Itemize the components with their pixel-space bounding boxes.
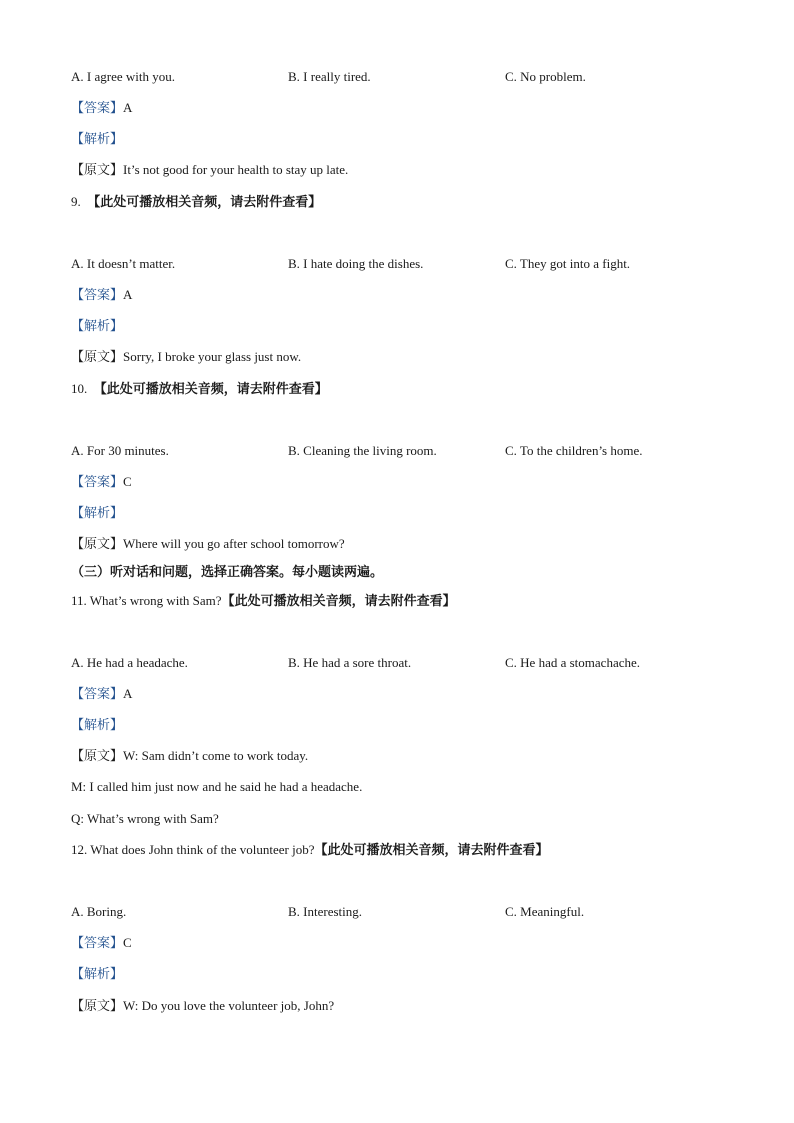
analysis-tag: 【解析】 xyxy=(71,717,124,732)
original-tag: 【原文】 xyxy=(71,748,124,763)
q10-option-c: C. To the children’s home. xyxy=(505,443,643,458)
q12-answer xyxy=(71,935,132,951)
q11-answer-value: A xyxy=(123,686,133,701)
original-tag: 【原文】 xyxy=(71,536,124,551)
q12-original xyxy=(71,998,334,1014)
q9-option-a: A. It doesn’t matter. xyxy=(71,256,176,271)
q11-original-line-3: Q: What’s wrong with Sam? xyxy=(71,811,219,826)
q8-original-text: It’s not good for your health to stay up late. xyxy=(123,162,349,177)
q9-original xyxy=(71,349,301,365)
audio-note: 【此处可播放相关音频，请去附件查看】 xyxy=(93,381,328,396)
q11-option-b: B. He had a sore throat. xyxy=(288,655,412,670)
q8-answer-value: A xyxy=(123,100,133,115)
q10-number: 10. xyxy=(71,381,88,396)
q8-analysis xyxy=(71,131,123,147)
q11-original-line-2: M: I called him just now and he said he had a headache. xyxy=(71,779,363,794)
answer-tag: 【答案】 xyxy=(71,935,124,950)
answer-tag: 【答案】 xyxy=(71,474,124,489)
q10-original xyxy=(71,536,345,552)
q12-analysis xyxy=(71,966,123,982)
q8-option-c: C. No problem. xyxy=(505,69,586,84)
q10-answer xyxy=(71,474,132,490)
q9-option-b: B. I hate doing the dishes. xyxy=(288,256,424,271)
q12-question: 12. What does John think of the volunteer job? xyxy=(71,842,315,857)
q9-answer xyxy=(71,287,132,303)
q10-original-text: Where will you go after school tomorrow? xyxy=(123,536,345,551)
q9-original-text: Sorry, I broke your glass just now. xyxy=(123,349,302,364)
q11-original xyxy=(71,748,308,764)
q10-analysis xyxy=(71,505,123,521)
q9-prompt xyxy=(71,194,321,210)
q12-option-a: A. Boring. xyxy=(71,904,127,919)
q9-option-c: C. They got into a fight. xyxy=(505,256,631,271)
section3-heading: （三）听对话和问题，选择正确答案。每小题读两遍。 xyxy=(71,564,384,579)
q10-option-a: A. For 30 minutes. xyxy=(71,443,169,458)
q9-number: 9. xyxy=(71,194,81,209)
q11-option-a: A. He had a headache. xyxy=(71,655,188,670)
q11-option-c: C. He had a stomachache. xyxy=(505,655,641,670)
original-tag: 【原文】 xyxy=(71,349,124,364)
answer-tag: 【答案】 xyxy=(71,287,124,302)
q12-answer-value: C xyxy=(123,935,132,950)
q10-option-b: B. Cleaning the living room. xyxy=(288,443,437,458)
q8-answer xyxy=(71,100,132,116)
audio-note: 【此处可播放相关音频，请去附件查看】 xyxy=(314,842,549,857)
original-tag: 【原文】 xyxy=(71,998,124,1013)
q8-option-a: A. I agree with you. xyxy=(71,69,175,84)
q8-original xyxy=(71,162,348,178)
q10-answer-value: C xyxy=(123,474,132,489)
analysis-tag: 【解析】 xyxy=(71,505,124,520)
q11-original-line-1: W: Sam didn’t come to work today. xyxy=(123,748,309,763)
q9-analysis xyxy=(71,318,123,334)
q12-option-c: C. Meaningful. xyxy=(505,904,585,919)
q11-prompt xyxy=(71,593,456,609)
q11-analysis xyxy=(71,717,123,733)
q8-option-b: B. I really tired. xyxy=(288,69,371,84)
answer-tag: 【答案】 xyxy=(71,100,124,115)
analysis-tag: 【解析】 xyxy=(71,131,124,146)
q12-option-b: B. Interesting. xyxy=(288,904,363,919)
answer-tag: 【答案】 xyxy=(71,686,124,701)
q11-answer xyxy=(71,686,132,702)
audio-note: 【此处可播放相关音频，请去附件查看】 xyxy=(221,593,456,608)
analysis-tag: 【解析】 xyxy=(71,318,124,333)
original-tag: 【原文】 xyxy=(71,162,124,177)
audio-note: 【此处可播放相关音频，请去附件查看】 xyxy=(87,194,322,209)
q12-original-text: W: Do you love the volunteer job, John? xyxy=(123,998,335,1013)
q9-answer-value: A xyxy=(123,287,133,302)
q11-question: 11. What’s wrong with Sam? xyxy=(71,593,222,608)
analysis-tag: 【解析】 xyxy=(71,966,124,981)
q12-prompt xyxy=(71,842,548,858)
q10-prompt xyxy=(71,381,328,397)
